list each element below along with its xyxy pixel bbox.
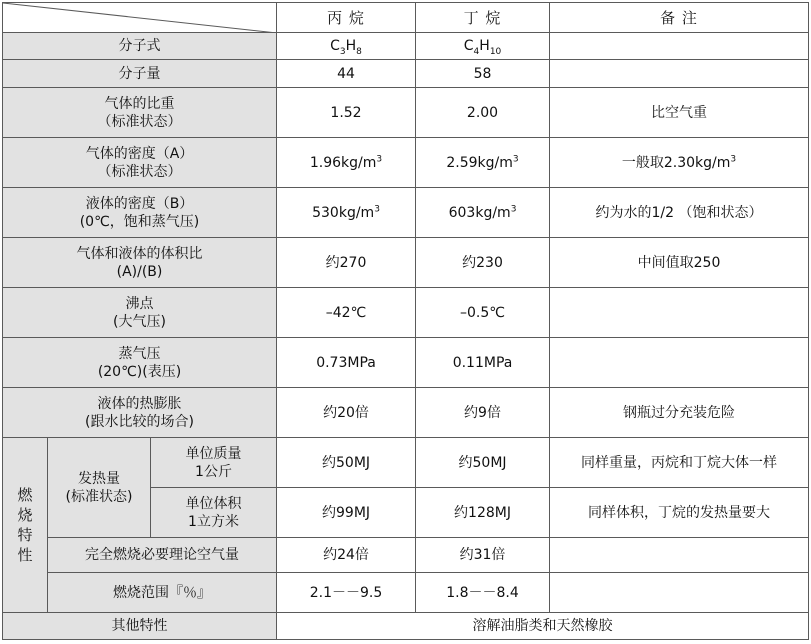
remark-flammable-range [550,573,809,613]
remark-heat-volume: 同样体积，丁烷的发热量要大 [550,488,809,538]
remark-expansion: 钢瓶过分充装危险 [550,388,809,438]
header-butane: 丁 烷 [416,3,550,33]
propane-boiling: –42℃ [277,288,416,338]
label-combustion-group: 燃烧特性 [3,438,48,613]
butane-heat-volume: 约128MJ [416,488,550,538]
row-boiling [3,288,809,338]
propane-vapor-pressure: 0.73MPa [277,338,416,388]
remark-volume-ratio: 中间值取250 [550,238,809,288]
label-heat-value: 发热量 (标准状态) [48,438,151,538]
row-expansion [3,388,809,438]
header-remarks: 备 注 [550,3,809,33]
row-other [3,613,809,640]
butane-molweight: 58 [416,60,550,88]
label-heat-mass: 单位质量 1公斤 [151,438,277,488]
label-formula: 分子式 [3,33,277,60]
label-gas-sg: 气体的比重 （标准状态） [3,88,277,138]
remark-theoretical-air [550,538,809,573]
butane-theoretical-air: 约31倍 [416,538,550,573]
row-theoretical-air [3,538,809,573]
propane-heat-volume: 约99MJ [277,488,416,538]
propane-gas-density: $1.96kg/m^3$ [277,138,416,188]
label-expansion: 液体的热膨胀 (跟水比较的场合) [3,388,277,438]
value-other: 溶解油脂类和天然橡胶 [277,613,809,640]
butane-gas-density: $2.59kg/m^3$ [416,138,550,188]
row-vapor-pressure [3,338,809,388]
row-gas-density [3,138,809,188]
butane-liquid-density: $603kg/m^3$ [416,188,550,238]
propane-expansion: 约20倍 [277,388,416,438]
remark-formula [550,33,809,60]
row-molweight [3,60,809,88]
butane-volume-ratio: 约230 [416,238,550,288]
row-heat-mass [3,438,809,488]
row-flammable-range [3,573,809,613]
butane-gas-sg: 2.00 [416,88,550,138]
label-vapor-pressure: 蒸气压 (20℃)(表压) [3,338,277,388]
label-heat-volume: 单位体积 1立方米 [151,488,277,538]
propane-flammable-range: 2.1－－9.5 [277,573,416,613]
butane-expansion: 约9倍 [416,388,550,438]
label-theoretical-air: 完全燃烧必要理论空气量 [48,538,277,573]
diagonal-line [3,3,277,33]
propane-liquid-density: $530kg/m^3$ [277,188,416,238]
butane-flammable-range: 1.8－－8.4 [416,573,550,613]
lpg-properties-table [2,2,809,640]
row-gas-sg [3,88,809,138]
propane-theoretical-air: 约24倍 [277,538,416,573]
row-volume-ratio [3,238,809,288]
label-flammable-range: 燃烧范围『％』 [48,573,277,613]
header-corner-cell [3,3,277,33]
remark-gas-density: 一般取$2.30kg/m^3$ [550,138,809,188]
butane-formula: $C_4H_{10}$ [416,33,550,60]
butane-boiling: –0.5℃ [416,288,550,338]
label-other: 其他特性 [3,613,277,640]
propane-heat-mass: 约50MJ [277,438,416,488]
label-volume-ratio: 气体和液体的体积比 (A)/(B) [3,238,277,288]
label-gas-density: 气体的密度（A） （标准状态） [3,138,277,188]
header-propane: 丙 烷 [277,3,416,33]
butane-vapor-pressure: 0.11MPa [416,338,550,388]
remark-molweight [550,60,809,88]
row-liquid-density [3,188,809,238]
propane-volume-ratio: 约270 [277,238,416,288]
remark-liquid-density: 约为水的1/2 （饱和状态） [550,188,809,238]
remark-vapor-pressure [550,338,809,388]
remark-boiling [550,288,809,338]
row-formula [3,33,809,60]
remark-gas-sg: 比空气重 [550,88,809,138]
label-boiling: 沸点 (大气压) [3,288,277,338]
remark-heat-mass: 同样重量，丙烷和丁烷大体一样 [550,438,809,488]
propane-formula: $C_3H_8$ [277,33,416,60]
label-liquid-density: 液体的密度（B） (0℃，饱和蒸气压) [3,188,277,238]
label-molweight: 分子量 [3,60,277,88]
propane-gas-sg: 1.52 [277,88,416,138]
propane-molweight: 44 [277,60,416,88]
butane-heat-mass: 约50MJ [416,438,550,488]
